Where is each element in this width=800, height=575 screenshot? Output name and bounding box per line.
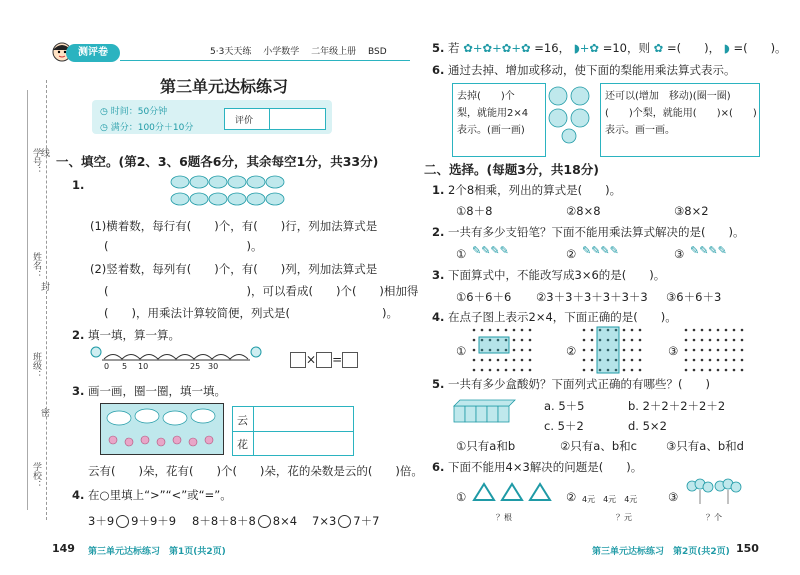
s2-q4 [432,309,677,325]
s2-q6 [432,459,642,475]
ruler-tick: 10 [138,362,149,371]
triangles-image [470,480,556,508]
ruler-tick: 25 [190,362,201,371]
pear-left-line: 梨，就能用2×4 [457,108,529,119]
s1-q1-part1-line2: ( )。 [104,239,263,253]
pear-right-line: ( )个梨，就能用( )×( ) [605,108,757,119]
compare-item [88,513,176,529]
eval-box [224,108,326,130]
s2-q5-choice-b: b. 2＋2＋2＋2＋2 [628,399,726,413]
dot-grid-option3 [682,326,746,378]
s2-q5-number: 5. [432,377,445,391]
dot-grid-option1 [470,326,534,378]
s1-q4 [72,487,232,503]
s2-q6-number: 6. [432,460,445,474]
right-footer-text: 第三单元达标练习 第2页(共2页) [592,547,730,557]
pear-right-box [600,83,760,157]
compare-left: 8＋8＋8＋8 [192,514,256,528]
pear-right-line: 还可以(增加 移动)(圈一圈) [605,91,731,102]
clouds-picture [100,403,224,455]
s1-q2 [72,327,180,343]
s2-q6-opt[interactable]: ① [456,490,467,504]
s1-q1-part2-line3: ( )，用乘法计算较简便，列式是( )。 [104,306,398,320]
header-info [210,44,387,57]
compare-circle[interactable] [338,515,351,528]
s2-q4-opt[interactable]: ① [456,344,467,358]
blank-box[interactable] [316,352,332,368]
bowl-grid-image [170,174,286,212]
multiplication-blanks: × = [290,352,358,368]
flower-row-label: 花 [237,438,248,451]
price-label: 4元 [582,495,596,504]
section1-heading: 一、填空。(第2、3、6题各6分，其余每空1分，共33分) [56,154,379,169]
s2-q3-opt[interactable]: ②3＋3＋3＋3＋3＋3 [536,290,648,304]
pencils-image: ✎✎✎✎ [582,244,619,257]
s2-q1-opt[interactable]: ①8＋8 [456,204,493,218]
s1-q2-number: 2. [72,328,85,342]
side-label-secret: 密 [39,408,49,417]
s2-q3-opt[interactable]: ③6＋6＋3 [666,290,722,304]
s2-q3-text: 下面算式中，不能改写成3×6的是( )。 [448,268,666,282]
s2-q5-choice-a: a. 5＋5 [544,399,585,413]
pear-left-line: 表示。(画一画) [457,125,525,136]
s1-q3-text: 画一画，圈一圈，填一填。 [88,384,227,398]
eval-label: 评价 [235,116,254,126]
side-label-line: 线 [39,148,49,157]
pear-right-line: 表示。画一画。 [605,125,675,136]
s2-q5 [432,376,710,392]
s1-q4-text: 在○里填上“>”“<”或“=”。 [88,488,232,502]
s2-q2-opt[interactable]: ② [566,247,577,261]
score-label: 满分：100分＋10分 [110,123,194,133]
r-q5-eq3: =( )， [666,41,721,55]
yogurt-boxes-image [452,398,516,428]
s1-q1-number: 1. [72,178,85,192]
s2-q5-choice-c: c. 5＋2 [544,419,584,433]
s2-q4-number: 4. [432,310,445,324]
fruit-icon: ✿+✿+✿+✿ [463,41,531,55]
ruler-tick: 30 [208,362,219,371]
compare-right: 8×4 [272,514,298,528]
clock-icon: ◷ [100,107,108,117]
s2-q5-opt[interactable]: ③只有a、b和d [666,439,744,453]
s2-q3-opt[interactable]: ①6＋6＋6 [456,290,512,304]
s2-q6-opt[interactable]: ③ [668,490,679,504]
header-rule [120,60,410,61]
s2-q6-text: 下面不能用4×3解决的问题是( )。 [448,460,643,474]
binding-dashed-line [46,80,47,520]
pear-left-box [452,83,546,157]
ruler-tick: 0 [104,362,110,371]
r-q5-eq2: =10，则 [602,41,651,55]
q6b-label: ？元 [616,513,632,522]
compare-item [192,513,297,529]
time-label: 时间：50分钟 [110,107,168,117]
s1-q1-part2-line2: ( )，可以看成( )个( )相加得 [104,284,419,298]
s2-q5-opt[interactable]: ②只有a、b和c [560,439,637,453]
compare-item [312,513,379,529]
chart-grid-box [232,406,354,456]
price-label: 4元 [624,495,638,504]
grid-row-divider [233,431,353,432]
compare-left: 7×3 [312,514,337,528]
cloud-row-label: 云 [237,414,248,427]
s1-q3-answer: 云有( )朵，花有( )个( )朵，花的朵数是云的( )倍。 [88,464,423,478]
section2-heading: 二、选择。(每题3分，共18分) [424,162,600,177]
grid-col-divider [253,407,254,455]
ruler-tick: 5 [122,362,128,371]
test-badge: 测评卷 [66,44,120,62]
page-title: 第三单元达标练习 [160,77,289,96]
fruit-icon: ◗+✿ [573,41,600,55]
s1-q1-part1-line1: (1)横着数，每行有( )个，有( )行，列加法算式是 [90,219,378,233]
compare-left: 3＋9 [88,514,115,528]
blank-box[interactable] [342,352,358,368]
side-label-school: 学校： [31,462,41,489]
check-icon: ◷ [100,123,108,133]
side-label-seal: 封 [39,282,49,291]
s2-q4-opt[interactable]: ② [566,344,577,358]
compare-circle[interactable] [258,515,271,528]
dot-grid-option2 [580,326,644,378]
blank-box[interactable] [290,352,306,368]
r-q6-text: 通过去掉、增加或移动，使下面的梨能用乘法算式表示。 [448,63,736,77]
subject-name: 小学数学 [263,47,300,57]
r-q5-eq4: =( )。 [733,41,787,55]
side-blank-line [27,90,28,510]
eval-divider [269,109,270,129]
s2-q1-number: 1. [432,183,445,197]
r-q5-pre: 若 [448,41,460,55]
r-q6-number: 6. [432,63,445,77]
edition-name: BSD [367,47,387,57]
s2-q1-text: 2个8相乘，列出的算式是( )。 [448,183,622,197]
price-tag [582,494,637,505]
s2-q1-opt[interactable]: ②8×8 [566,204,601,218]
time-info [100,104,167,117]
s2-q5-opt[interactable]: ①只有a和b [456,439,516,453]
s2-q4-opt[interactable]: ③ [668,344,679,358]
right-page-number: 150 [736,542,759,555]
balloons-image [684,478,744,510]
pencils-image: ✎✎✎✎ [472,244,509,257]
fruit-icon: ✿ [653,41,664,55]
fruit-icon: ◗ [723,41,730,55]
s2-q5-choice-d: d. 5×2 [628,419,667,433]
s2-q5-text: 一共有多少盒酸奶？下面列式正确的有哪些？( ) [448,377,711,391]
s1-q3-number: 3. [72,384,85,398]
q6c-label: ？个 [706,513,722,522]
r-q6 [432,62,736,78]
q6a-label: ？根 [496,513,512,522]
s1-q1-part2-line1: (2)竖着数，每列有( )个，有( )列，列加法算式是 [90,262,378,276]
side-label-student-id: 学号： [31,148,41,175]
s1-q2-text: 填一填，算一算。 [88,328,181,342]
s2-q2-text: 一共有多少支铅笔？下面不能用乘法算式解决的是( )。 [448,225,745,239]
compare-circle[interactable] [116,515,129,528]
s2-q2-opt[interactable]: ③ [674,247,685,261]
s2-q2 [432,224,745,240]
s2-q1-opt[interactable]: ③8×2 [674,204,709,218]
s2-q6-opt[interactable]: ② [566,490,577,504]
s2-q2-number: 2. [432,225,445,239]
side-label-class: 班级： [31,352,41,379]
price-label: 4元 [603,495,617,504]
s2-q3-number: 3. [432,268,445,282]
s1-q4-number: 4. [72,488,85,502]
left-footer-text: 第三单元达标练习 第1页(共2页) [88,547,226,557]
r-q5 [432,40,787,56]
r-q5-number: 5. [432,41,445,55]
side-label-name: 姓名： [31,252,41,279]
compare-right: 7＋7 [353,514,380,528]
s2-q2-opt[interactable]: ① [456,247,467,261]
r-q5-eq1: =16， [534,41,571,55]
s2-q4-text: 在点子图上表示2×4，下面正确的是( )。 [448,310,677,324]
score-info [100,120,193,133]
pencils-image: ✎✎✎✎ [690,244,727,257]
left-page-number: 149 [52,542,75,555]
s2-q3 [432,267,665,283]
pears-image [546,82,594,148]
s2-q1 [432,182,621,198]
series-name: 5·3天天练 [210,47,252,57]
grade-name: 二年级上册 [311,47,357,57]
s1-q3 [72,383,226,399]
compare-right: 9＋9＋9 [131,514,177,528]
ruler-labels [104,362,264,374]
pear-left-line: 去掉( )个 [457,91,515,102]
